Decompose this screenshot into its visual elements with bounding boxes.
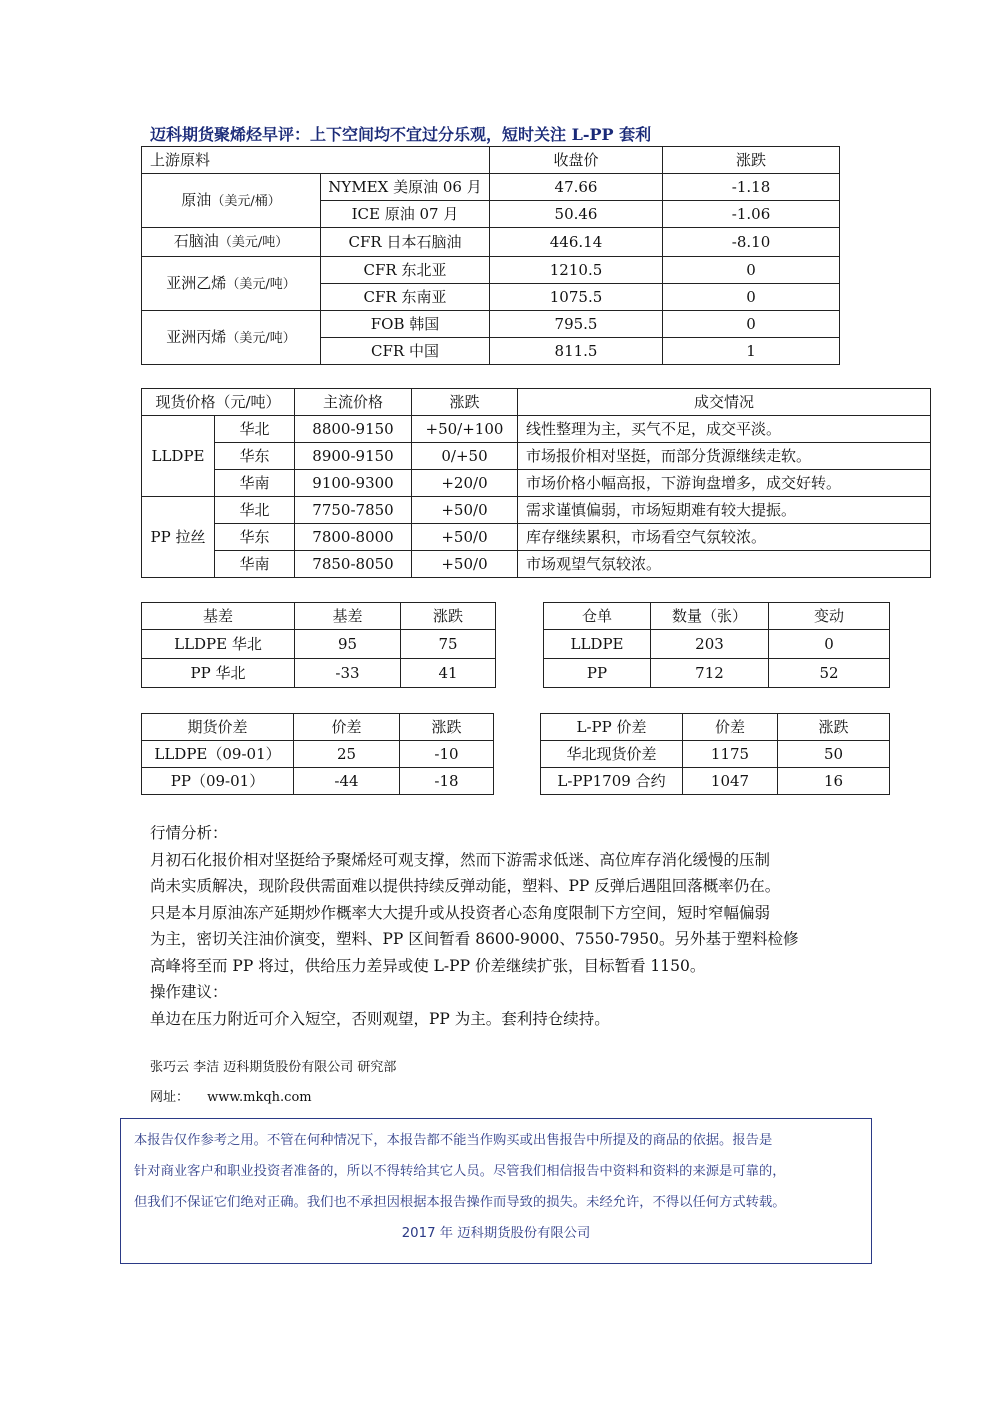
group-label bbox=[142, 311, 321, 365]
name-cell: PP（09-01） bbox=[142, 768, 294, 795]
table-row bbox=[142, 497, 931, 524]
change-cell: 50 bbox=[778, 741, 890, 768]
price-cell: 811.5 bbox=[490, 338, 663, 365]
futures-spread-table bbox=[141, 713, 494, 795]
name-cell: PP bbox=[544, 659, 651, 688]
spot-header-row bbox=[142, 389, 931, 416]
authors-line: 张巧云 李洁 迈科期货股份有限公司 研究部 bbox=[150, 1060, 397, 1075]
change-cell: 0 bbox=[663, 311, 840, 338]
table-row bbox=[544, 659, 890, 688]
price-cell: 47.66 bbox=[490, 174, 663, 201]
value-cell: 25 bbox=[294, 741, 400, 768]
price-cell: 7750-7850 bbox=[295, 497, 412, 524]
price-cell: 7850-8050 bbox=[295, 551, 412, 578]
change-cell: 16 bbox=[778, 768, 890, 795]
header-change: 涨跌 bbox=[778, 714, 890, 741]
basis-header-row bbox=[142, 603, 496, 630]
header-spot: 现货价格（元/吨） bbox=[142, 389, 295, 416]
change-cell: -8.10 bbox=[663, 228, 840, 257]
disclaimer-line: 但我们不保证它们绝对正确。我们也不承担因根据本报告操作而导致的损失。未经允许，不得以任何方式转载。 bbox=[134, 1195, 786, 1210]
table-row bbox=[541, 768, 890, 795]
value-cell: 1047 bbox=[683, 768, 778, 795]
header-upstream: 上游原料 bbox=[142, 147, 490, 174]
upstream-header-row bbox=[142, 147, 840, 174]
header-deal: 成交情况 bbox=[518, 389, 931, 416]
change-cell: -18 bbox=[400, 768, 494, 795]
table-row bbox=[142, 174, 840, 201]
product-label: PP 拉丝 bbox=[142, 497, 215, 578]
table-row bbox=[142, 443, 931, 470]
change-cell: 0 bbox=[663, 257, 840, 284]
price-cell: 446.14 bbox=[490, 228, 663, 257]
copyright: 2017 年 迈科期货股份有限公司 bbox=[401, 1226, 591, 1241]
disclaimer-box bbox=[120, 1118, 872, 1264]
deal-cell: 线性整理为主，买气不足，成交平淡。 bbox=[518, 416, 931, 443]
website-link[interactable]: www.mkqh.com bbox=[207, 1090, 312, 1105]
header-change: 涨跌 bbox=[400, 714, 494, 741]
table-row bbox=[544, 630, 890, 659]
price-cell: 795.5 bbox=[490, 311, 663, 338]
advice-heading: 操作建议： bbox=[150, 983, 228, 1001]
value-cell: -44 bbox=[294, 768, 400, 795]
lpp-spread-table bbox=[540, 713, 890, 795]
price-cell: 1210.5 bbox=[490, 257, 663, 284]
group-label bbox=[142, 257, 321, 311]
table-row bbox=[142, 470, 931, 497]
price-cell: 8800-9150 bbox=[295, 416, 412, 443]
analysis-line: 为主，密切关注油价演变，塑料、PP 区间暂看 8600-9000、7550-7950。另外基于塑料检修 bbox=[150, 930, 799, 948]
group-unit: （美元/桶） bbox=[211, 193, 281, 209]
table-row bbox=[142, 630, 496, 659]
group-name: 原油 bbox=[181, 190, 212, 209]
change-cell: 1 bbox=[663, 338, 840, 365]
deal-cell: 需求谨慎偏弱，市场短期难有较大提振。 bbox=[518, 497, 931, 524]
table-row bbox=[142, 741, 494, 768]
item-cell: CFR 东北亚 bbox=[321, 257, 490, 284]
table-row bbox=[142, 524, 931, 551]
change-cell: +50/0 bbox=[412, 497, 518, 524]
item-cell: CFR 中国 bbox=[321, 338, 490, 365]
market-analysis bbox=[150, 820, 890, 1032]
change-cell: +50/0 bbox=[412, 551, 518, 578]
change-cell: +20/0 bbox=[412, 470, 518, 497]
table-row bbox=[142, 659, 496, 688]
table-row bbox=[142, 311, 840, 338]
advice-text: 单边在压力附近可介入短空，否则观望，PP 为主。套利持仓续持。 bbox=[150, 1009, 610, 1028]
spot-price-table bbox=[141, 388, 931, 578]
region-cell: 华东 bbox=[215, 443, 295, 470]
header-spread: 价差 bbox=[294, 714, 400, 741]
region-cell: 华东 bbox=[215, 524, 295, 551]
deal-cell: 市场价格小幅高报，下游询盘增多，成交好转。 bbox=[518, 470, 931, 497]
price-cell: 9100-9300 bbox=[295, 470, 412, 497]
value-cell: 1175 bbox=[683, 741, 778, 768]
change-cell: 0/+50 bbox=[412, 443, 518, 470]
region-cell: 华南 bbox=[215, 470, 295, 497]
deal-cell: 市场报价相对坚挺，而部分货源继续走软。 bbox=[518, 443, 931, 470]
item-cell: CFR 东南亚 bbox=[321, 284, 490, 311]
header-change: 涨跌 bbox=[401, 603, 496, 630]
group-label bbox=[142, 174, 321, 228]
header-basis: 基差 bbox=[142, 603, 295, 630]
change-cell: 75 bbox=[401, 630, 496, 659]
header-lpp-spread: L-PP 价差 bbox=[541, 714, 683, 741]
group-unit: （美元/吨） bbox=[226, 276, 296, 292]
item-cell: NYMEX 美原油 06 月 bbox=[321, 174, 490, 201]
report-title: 迈科期货聚烯烃早评：上下空间均不宜过分乐观，短时关注 L-PP 套利 bbox=[150, 125, 652, 144]
analysis-heading: 行情分析： bbox=[150, 824, 228, 842]
product-label: LLDPE bbox=[142, 416, 215, 497]
region-cell: 华北 bbox=[215, 497, 295, 524]
lpp-spread-header-row bbox=[541, 714, 890, 741]
name-cell: 华北现货价差 bbox=[541, 741, 683, 768]
analysis-line: 月初石化报价相对坚挺给予聚烯烃可观支撑，然而下游需求低迷、高位库存消化缓慢的压制 bbox=[150, 850, 771, 869]
website-line bbox=[150, 1086, 312, 1105]
change-cell: -1.18 bbox=[663, 174, 840, 201]
warehouse-header-row bbox=[544, 603, 890, 630]
region-cell: 华南 bbox=[215, 551, 295, 578]
name-cell: PP 华北 bbox=[142, 659, 295, 688]
basis-table bbox=[141, 602, 496, 688]
change-cell: +50/+100 bbox=[412, 416, 518, 443]
name-cell: LLDPE（09-01） bbox=[142, 741, 294, 768]
change-cell: -10 bbox=[400, 741, 494, 768]
name-cell: LLDPE 华北 bbox=[142, 630, 295, 659]
disclaimer-line: 针对商业客户和职业投资者准备的，所以不得转给其它人员。尽管我们相信报告中资料和资料的来源是可靠的， bbox=[134, 1164, 786, 1179]
header-change: 涨跌 bbox=[412, 389, 518, 416]
futures-spread-header-row bbox=[142, 714, 494, 741]
header-close: 收盘价 bbox=[490, 147, 663, 174]
header-main-price: 主流价格 bbox=[295, 389, 412, 416]
group-name: 亚洲乙烯 bbox=[166, 273, 227, 292]
website-label: 网址： bbox=[150, 1090, 190, 1105]
disclaimer-line: 本报告仅作参考之用。不管在何种情况下，本报告都不能当作购买或出售报告中所提及的商品的依据。报告是 bbox=[134, 1133, 773, 1148]
item-cell: ICE 原油 07 月 bbox=[321, 201, 490, 228]
value-cell: 95 bbox=[295, 630, 401, 659]
deal-cell: 库存继续累积，市场看空气氛较浓。 bbox=[518, 524, 931, 551]
item-cell: CFR 日本石脑油 bbox=[321, 228, 490, 257]
change-cell: 41 bbox=[401, 659, 496, 688]
change-cell: -1.06 bbox=[663, 201, 840, 228]
price-cell: 7800-8000 bbox=[295, 524, 412, 551]
name-cell: L-PP1709 合约 bbox=[541, 768, 683, 795]
change-cell: 0 bbox=[769, 630, 890, 659]
header-change: 涨跌 bbox=[663, 147, 840, 174]
upstream-table bbox=[141, 146, 840, 365]
header-change: 变动 bbox=[769, 603, 890, 630]
change-cell: +50/0 bbox=[412, 524, 518, 551]
header-warehouse: 仓单 bbox=[544, 603, 651, 630]
group-label bbox=[142, 228, 321, 257]
warehouse-table bbox=[543, 602, 890, 688]
table-row bbox=[142, 228, 840, 257]
deal-cell: 市场观望气氛较浓。 bbox=[518, 551, 931, 578]
group-unit: （美元/吨） bbox=[218, 235, 289, 250]
table-row bbox=[142, 416, 931, 443]
group-unit: （美元/吨） bbox=[226, 330, 296, 346]
table-row bbox=[142, 551, 931, 578]
table-row bbox=[541, 741, 890, 768]
price-cell: 50.46 bbox=[490, 201, 663, 228]
header-spread: 价差 bbox=[683, 714, 778, 741]
value-cell: -33 bbox=[295, 659, 401, 688]
analysis-line: 只是本月原油冻产延期炒作概率大大提升或从投资者心态角度限制下方空间，短时窄幅偏弱 bbox=[150, 903, 771, 922]
table-row bbox=[142, 257, 840, 284]
price-cell: 8900-9150 bbox=[295, 443, 412, 470]
header-basis-value: 基差 bbox=[295, 603, 401, 630]
region-cell: 华北 bbox=[215, 416, 295, 443]
name-cell: LLDPE bbox=[544, 630, 651, 659]
value-cell: 712 bbox=[651, 659, 769, 688]
header-futures-spread: 期货价差 bbox=[142, 714, 294, 741]
change-cell: 52 bbox=[769, 659, 890, 688]
analysis-line: 尚未实质解决，现阶段供需面难以提供持续反弹动能，塑料、PP 反弹后遇阻回落概率仍在。 bbox=[150, 877, 781, 895]
analysis-line: 高峰将至而 PP 将过，供给压力差异或使 L-PP 价差继续扩张，目标暂看 1150。 bbox=[150, 956, 706, 975]
item-cell: FOB 韩国 bbox=[321, 311, 490, 338]
value-cell: 203 bbox=[651, 630, 769, 659]
change-cell: 0 bbox=[663, 284, 840, 311]
table-row bbox=[142, 768, 494, 795]
group-name: 亚洲丙烯 bbox=[166, 327, 227, 346]
price-cell: 1075.5 bbox=[490, 284, 663, 311]
group-name: 石脑油 bbox=[173, 232, 219, 250]
header-quantity: 数量（张） bbox=[651, 603, 769, 630]
